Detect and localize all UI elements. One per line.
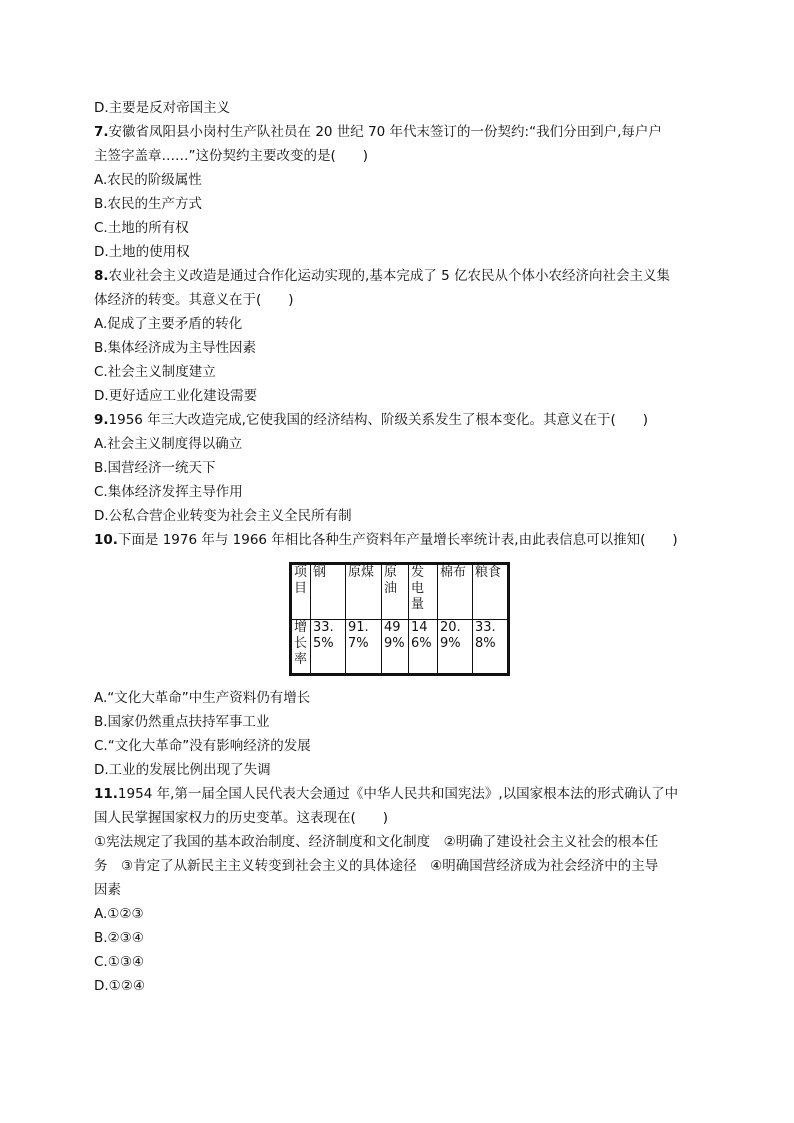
table-item-coal: 原煤 (346, 564, 382, 620)
q11-option-b: B.②③④ (94, 930, 144, 946)
question-8 (94, 264, 704, 408)
q11-items-line-3: 因素 (94, 882, 121, 898)
q11-stem-line-2: 国人民掌握国家权力的历史变革。这表现在( ) (94, 810, 389, 826)
table-rate-grain: 33.8% (473, 620, 509, 675)
q8-stem-line-2: 体经济的转变。其意义在于( ) (94, 292, 294, 308)
q9-stem-text-1: 1956 年三大改造完成,它使我国的经济结构、阶级关系发生了根本变化。其意义在于( ) (108, 412, 649, 428)
q8-option-a: A.促成了主要矛盾的转化 (94, 316, 243, 332)
q7-option-d: D.土地的使用权 (94, 244, 190, 260)
table-header-items: 项目 (291, 564, 311, 620)
table-item-oil: 原油 (382, 564, 409, 620)
table-rate-electricity: 146% (409, 620, 438, 675)
q8-option-b: B.集体经济成为主导性因素 (94, 340, 257, 356)
table-rate-steel: 33.5% (311, 620, 346, 675)
q7-stem-line-1 (94, 120, 704, 144)
q11-option-d: D.①②④ (94, 978, 145, 994)
q9-stem-line-1 (94, 408, 704, 432)
table-rate-coal: 91.7% (346, 620, 382, 675)
q11-items-line-2: 务 ③肯定了从新民主主义转变到社会主义的具体途径 ④明确国营经济成为社会经济中的主导 (94, 858, 659, 874)
question-11 (94, 782, 704, 998)
q10-option-a: A.“文化大革命”中生产资料仍有增长 (94, 690, 311, 706)
question-10 (94, 528, 704, 782)
table-item-grain: 粮食 (473, 564, 509, 620)
q7-option-c: C.土地的所有权 (94, 220, 189, 236)
q8-option-d: D.更好适应工业化建设需要 (94, 388, 258, 404)
table-rate-oil: 499% (382, 620, 409, 675)
q6-option-d: D.主要是反对帝国主义 (94, 100, 231, 116)
question-9 (94, 408, 704, 528)
q11-option-a: A.①②③ (94, 906, 144, 922)
q9-option-b: B.国营经济一统天下 (94, 460, 216, 476)
exam-page (94, 96, 704, 998)
q7-number: 7. (94, 124, 109, 140)
q11-stem-text-1: 1954 年,第一届全国人民代表大会通过《中华人民共和国宪法》,以国家根本法的形式确认了中 (117, 786, 679, 802)
q11-stem-line-1 (94, 782, 704, 806)
q8-stem-line-1 (94, 264, 704, 288)
q8-number: 8. (94, 268, 109, 284)
q7-stem-line-2: 主签字盖章……”这份契约主要改变的是( ) (94, 148, 369, 164)
q8-stem-text-1: 农业社会主义改造是通过合作化运动实现的,基本完成了 5 亿农民从个体小农经济向社会主义集 (108, 268, 670, 284)
q10-stem-text-1: 下面是 1976 年与 1966 年相比各种生产资料年产量增长率统计表,由此表信息可以推知( ) (117, 532, 678, 548)
q7-option-b: B.农民的生产方式 (94, 196, 203, 212)
q11-number: 11. (94, 786, 118, 802)
q10-number: 10. (94, 532, 118, 548)
q7-option-a: A.农民的阶级属性 (94, 172, 202, 188)
table-item-electricity: 发电量 (409, 564, 438, 620)
q10-option-c: C.“文化大革命”没有影响经济的发展 (94, 738, 311, 754)
table-rate-cotton-cloth: 20.9% (438, 620, 473, 675)
table-item-steel: 钢 (311, 564, 346, 620)
q11-items-line-1: ①宪法规定了我国的基本政治制度、经济制度和文化制度 ②明确了建设社会主义社会的根本任 (94, 834, 659, 850)
table-item-cotton-cloth: 棉布 (438, 564, 473, 620)
table-row-rates (291, 620, 509, 675)
question-7 (94, 120, 704, 264)
growth-table-wrapper (289, 562, 704, 676)
q7-stem-text-1: 安徽省凤阳县小岗村生产队社员在 20 世纪 70 年代末签订的一份契约:“我们分田到户,每户户 (108, 124, 662, 140)
q11-option-c: C.①③④ (94, 954, 145, 970)
growth-rate-table (289, 562, 510, 676)
q10-option-d: D.工业的发展比例出现了失调 (94, 762, 271, 778)
table-row-items (291, 564, 509, 620)
q10-stem-line-1 (94, 528, 704, 552)
q10-option-b: B.国家仍然重点扶持军事工业 (94, 714, 270, 730)
q9-option-c: C.集体经济发挥主导作用 (94, 484, 243, 500)
q8-option-c: C.社会主义制度建立 (94, 364, 216, 380)
table-header-rate: 增长率 (291, 620, 311, 675)
q9-option-d: D.公私合营企业转变为社会主义全民所有制 (94, 508, 352, 524)
q9-option-a: A.社会主义制度得以确立 (94, 436, 243, 452)
q9-number: 9. (94, 412, 109, 428)
